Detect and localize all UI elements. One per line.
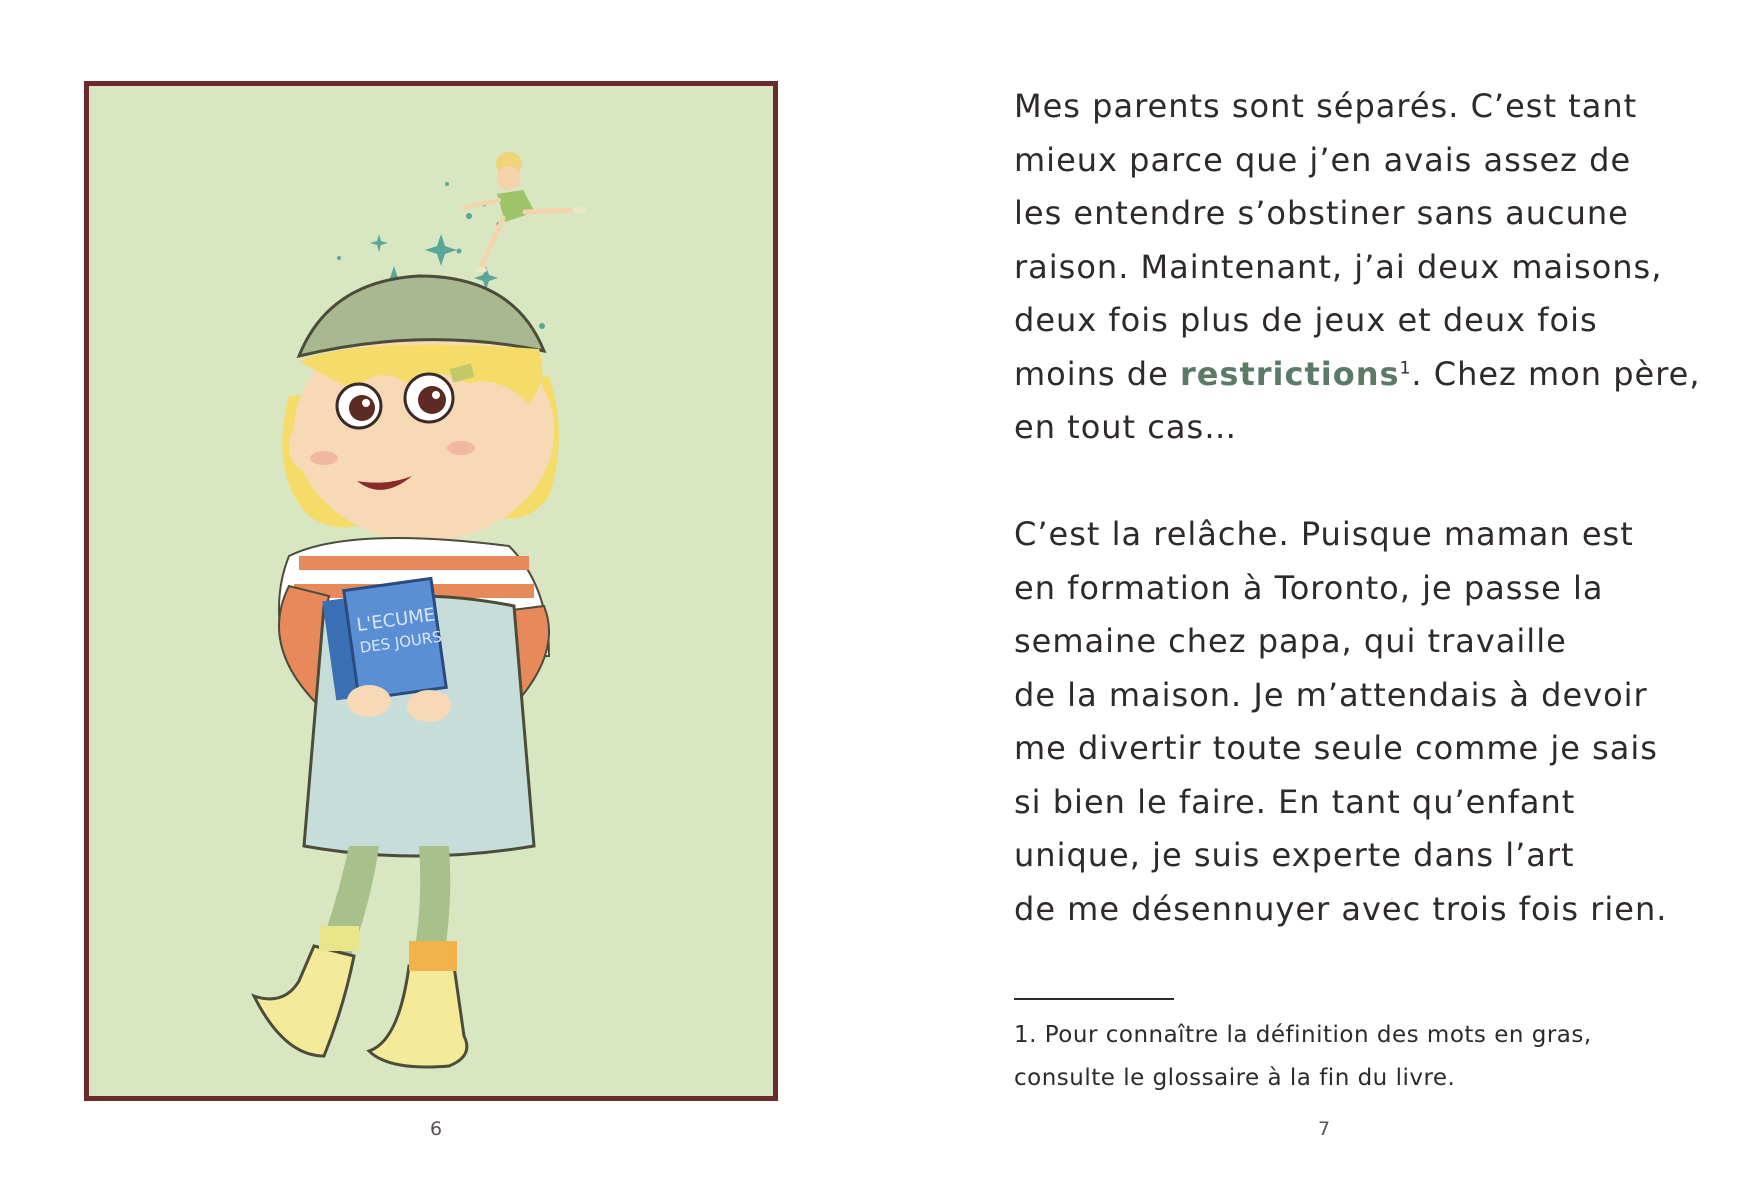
fairy-icon — [463, 152, 586, 273]
text-line: les entendre s’obstiner sans aucune — [1014, 194, 1629, 232]
paragraph-spacer — [1014, 455, 1714, 509]
text-line: semaine chez papa, qui travaille — [1014, 622, 1567, 660]
text-line: si bien le faire. En tant qu’enfant — [1014, 782, 1576, 821]
text-line — [1014, 348, 1714, 402]
text-line: en formation à Toronto, je passe la — [1014, 568, 1604, 607]
page-number-left: 6 — [430, 1118, 443, 1140]
footnote — [1014, 1014, 1694, 1100]
text-line: mieux parce que j’en avais assez de — [1014, 140, 1632, 179]
girl-with-fairy-illustration — [89, 86, 773, 1096]
book-title-line1: L'ECUME — [355, 604, 437, 637]
text-line: Mes parents sont séparés. C’est tant — [1014, 87, 1638, 125]
text-line: me divertir toute seule comme je sais — [1014, 729, 1658, 767]
text-fragment: . Chez mon père, — [1411, 354, 1701, 393]
text-line: de la maison. Je m’attendais à devoir — [1014, 675, 1648, 714]
text-line: C’est la relâche. Puisque maman est — [1014, 515, 1634, 553]
text-fragment: moins de — [1014, 354, 1180, 393]
page-number-right: 7 — [1318, 1118, 1331, 1140]
paragraph-1 — [1014, 80, 1714, 455]
footnote-line: 1. Pour connaître la définition des mots en gras, — [1014, 1022, 1592, 1048]
text-line: raison. Maintenant, j’ai deux maisons, — [1014, 247, 1663, 286]
glossary-term: restrictions — [1179, 354, 1400, 393]
text-line: en tout cas… — [1014, 408, 1238, 446]
paragraph-2 — [1014, 508, 1714, 936]
footnote-divider — [1014, 998, 1174, 1000]
book-title-line2: DES JOURS — [358, 627, 443, 657]
text-line: deux fois plus de jeux et deux fois — [1014, 301, 1598, 339]
text-line: de me désennuyer avec trois fois rien. — [1014, 889, 1668, 928]
body-text — [1014, 80, 1714, 936]
illustration-frame — [84, 81, 778, 1101]
text-line: unique, je suis experte dans l’art — [1014, 836, 1575, 874]
footnote-reference: 1 — [1399, 357, 1412, 378]
footnote-line: consulte le glossaire à la fin du livre. — [1014, 1065, 1456, 1091]
